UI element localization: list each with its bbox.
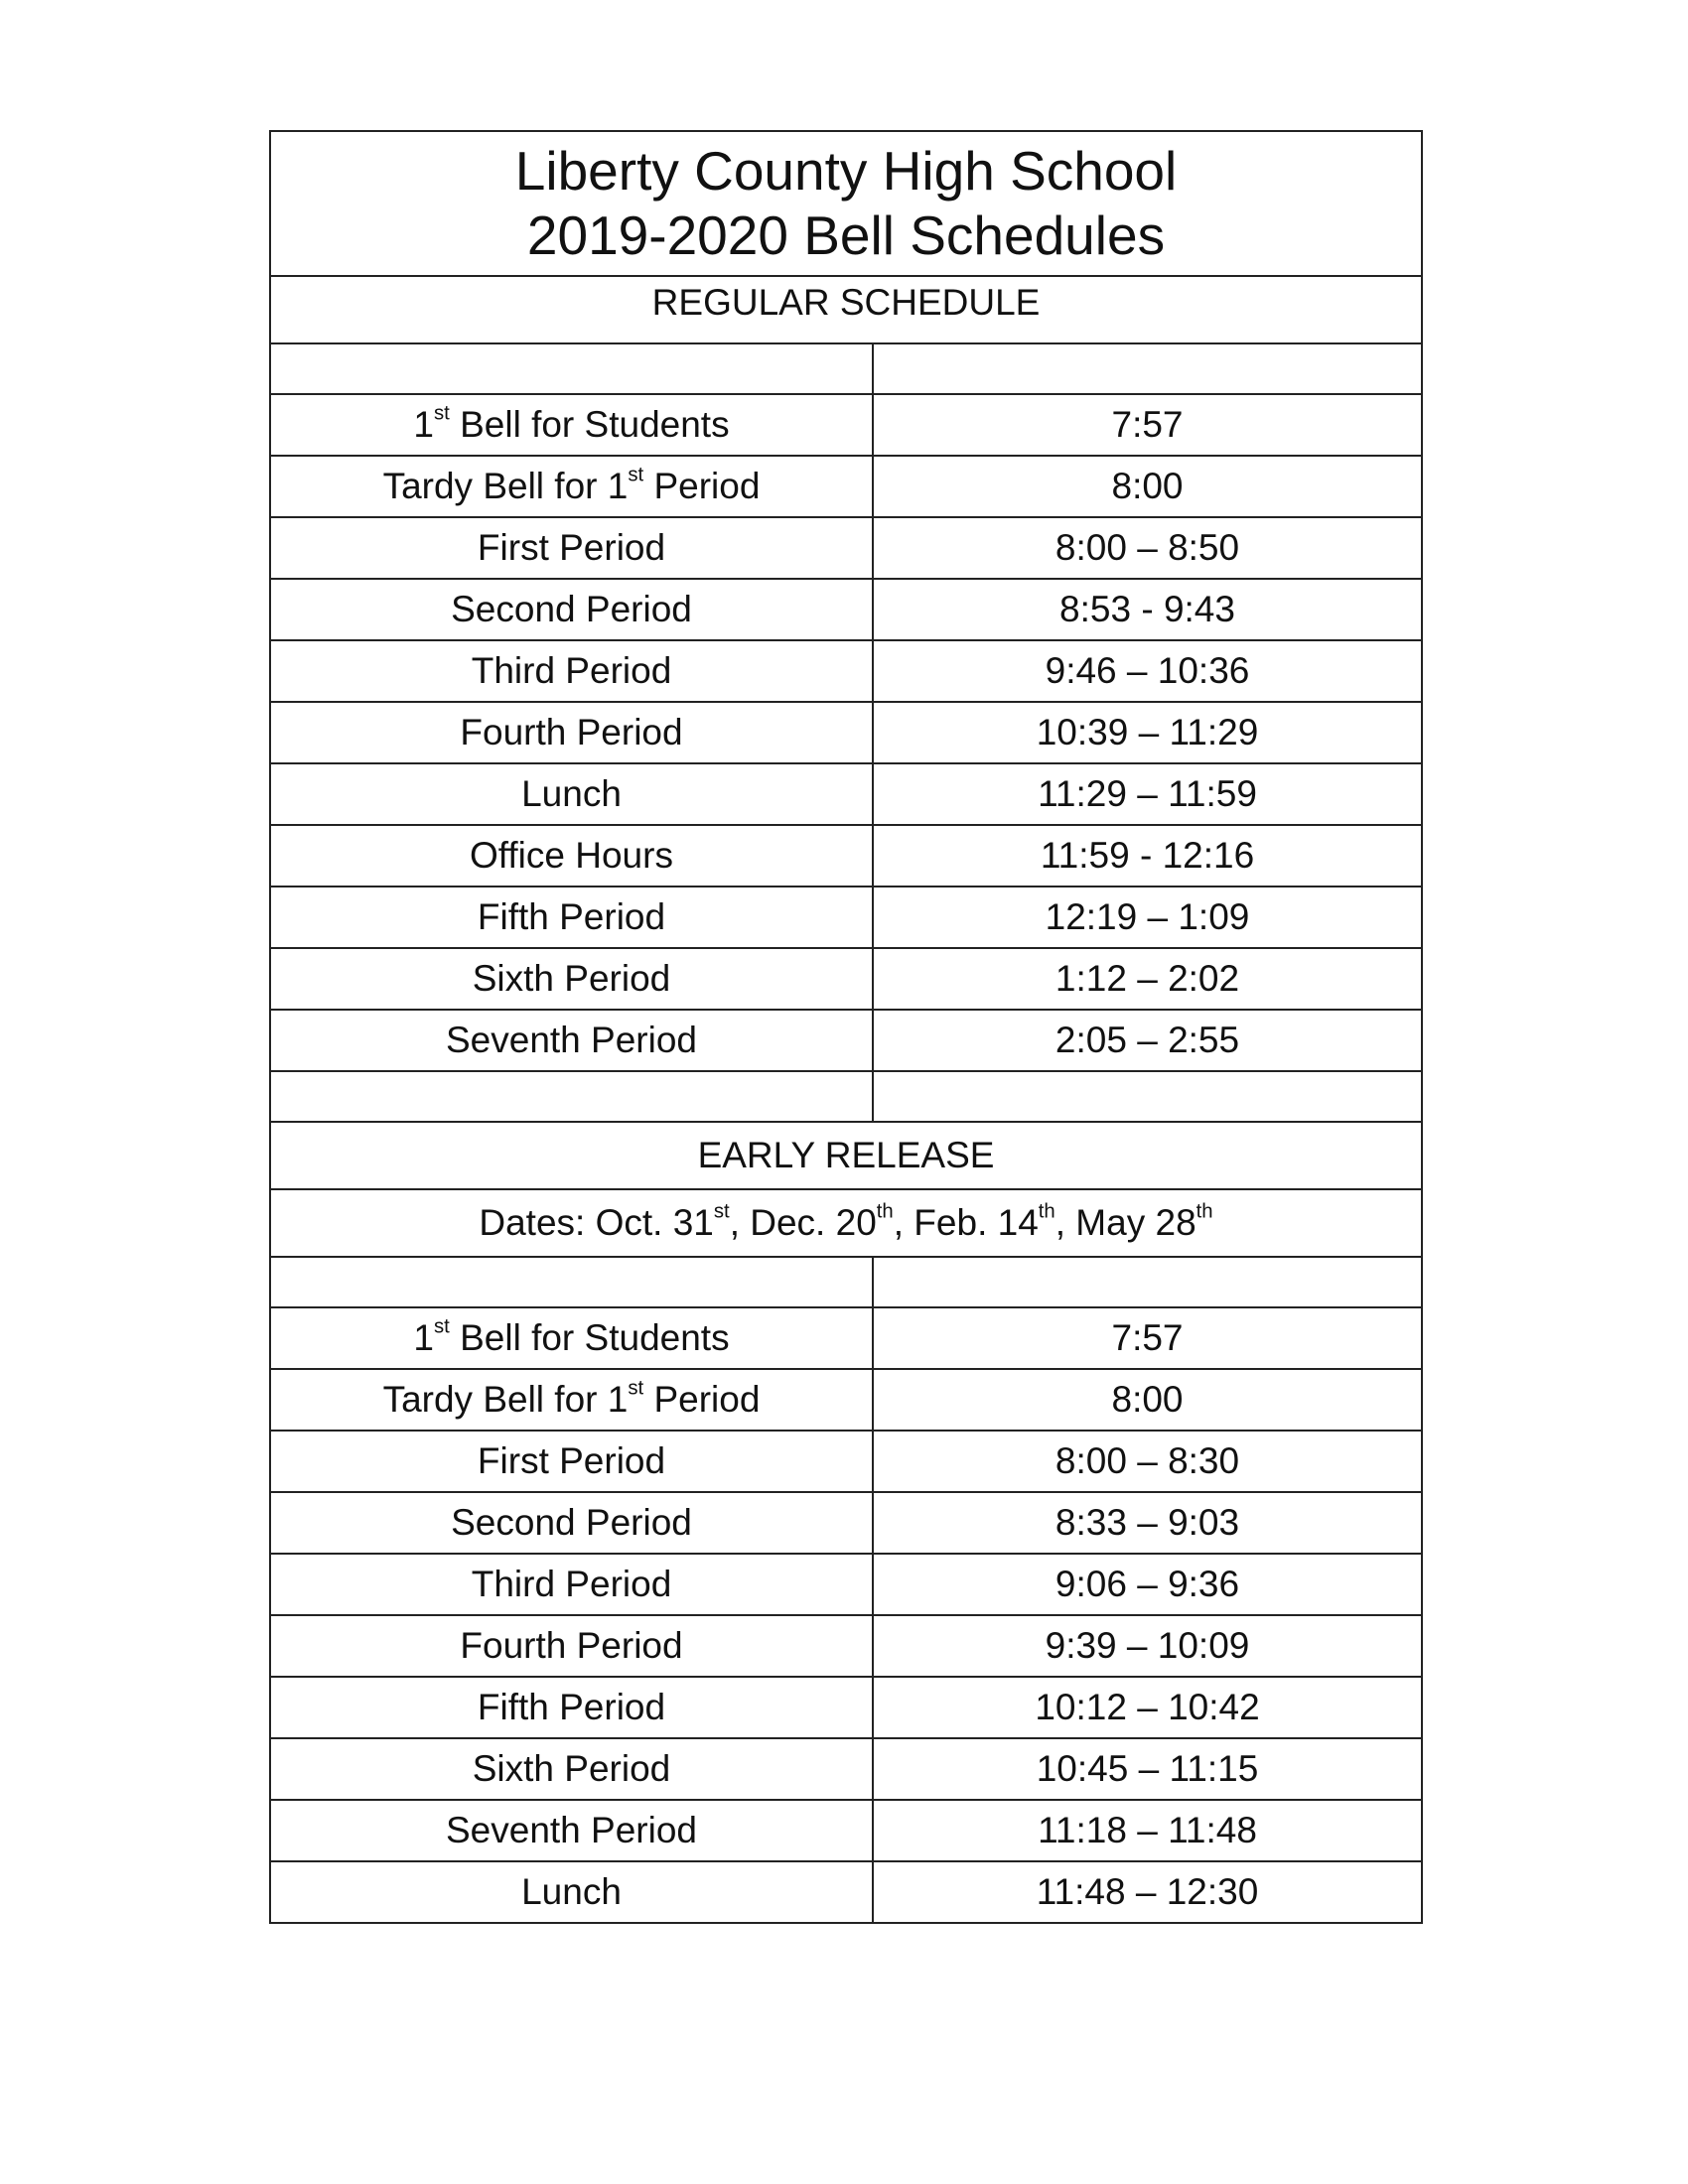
period-label xyxy=(270,1431,873,1492)
early-release-dates xyxy=(270,1189,1422,1257)
schedule-row xyxy=(270,640,1422,702)
ordinal-number: 1 xyxy=(413,1316,434,1358)
label-text: Fifth Period xyxy=(477,1686,666,1727)
period-label xyxy=(270,1800,873,1861)
schedule-row xyxy=(270,1369,1422,1431)
period-label xyxy=(270,1010,873,1071)
ordinal-number: 1 xyxy=(607,465,629,506)
dates-sup-3: th xyxy=(1038,1200,1055,1223)
period-time: 8:00 – 8:30 xyxy=(873,1431,1422,1492)
schedule-row xyxy=(270,1554,1422,1615)
title-line-1: Liberty County High School xyxy=(514,140,1178,203)
schedule-row xyxy=(270,1307,1422,1369)
period-time: 8:33 – 9:03 xyxy=(873,1492,1422,1554)
blank-cell xyxy=(270,1071,873,1122)
label-text: Lunch xyxy=(521,1870,622,1912)
label-text: Office Hours xyxy=(470,834,673,876)
schedule-row xyxy=(270,1800,1422,1861)
period-label xyxy=(270,1861,873,1923)
blank-cell xyxy=(873,1257,1422,1307)
period-label xyxy=(270,1307,873,1369)
period-time: 8:00 xyxy=(873,456,1422,517)
period-time: 10:45 – 11:15 xyxy=(873,1738,1422,1800)
label-prefix: Tardy Bell for xyxy=(382,1378,608,1420)
ordinal-number: 1 xyxy=(607,1378,629,1420)
ordinal-suffix: st xyxy=(628,1377,644,1400)
period-label xyxy=(270,1554,873,1615)
period-label xyxy=(270,394,873,456)
schedule-row xyxy=(270,394,1422,456)
dates-sup-1: st xyxy=(713,1200,730,1223)
period-label xyxy=(270,640,873,702)
early-release-rows xyxy=(270,1307,1422,1923)
period-label xyxy=(270,948,873,1010)
period-label xyxy=(270,1677,873,1738)
schedule-row xyxy=(270,1010,1422,1071)
schedule-row xyxy=(270,579,1422,640)
period-time: 10:39 – 11:29 xyxy=(873,702,1422,763)
period-label xyxy=(270,517,873,579)
schedule-row xyxy=(270,1738,1422,1800)
regular-schedule-rows xyxy=(270,394,1422,1071)
period-label xyxy=(270,579,873,640)
title-line-2: 2019-2020 Bell Schedules xyxy=(526,205,1166,266)
period-label xyxy=(270,825,873,887)
label-text: First Period xyxy=(477,526,666,568)
label-text: Third Period xyxy=(471,649,672,691)
schedule-row xyxy=(270,1677,1422,1738)
label-text: Period xyxy=(643,1378,761,1420)
period-time: 12:19 – 1:09 xyxy=(873,887,1422,948)
label-text: Fourth Period xyxy=(460,711,683,752)
period-time: 11:59 - 12:16 xyxy=(873,825,1422,887)
schedule-row xyxy=(270,825,1422,887)
label-text: Fifth Period xyxy=(477,895,666,937)
label-text: Period xyxy=(643,465,761,506)
schedule-row xyxy=(270,887,1422,948)
blank-row xyxy=(270,1257,1422,1307)
label-text: First Period xyxy=(477,1439,666,1481)
label-text: Bell for Students xyxy=(449,1316,730,1358)
period-label xyxy=(270,1615,873,1677)
period-time: 10:12 – 10:42 xyxy=(873,1677,1422,1738)
blank-row xyxy=(270,1071,1422,1122)
period-time: 11:48 – 12:30 xyxy=(873,1861,1422,1923)
period-label xyxy=(270,887,873,948)
period-time: 9:39 – 10:09 xyxy=(873,1615,1422,1677)
blank-cell xyxy=(270,1257,873,1307)
dates-text-1: Dates: Oct. 31 xyxy=(479,1201,714,1243)
label-prefix: Tardy Bell for xyxy=(382,465,608,506)
period-time: 7:57 xyxy=(873,394,1422,456)
schedule-row xyxy=(270,1861,1422,1923)
label-text: Sixth Period xyxy=(472,1747,671,1789)
schedule-row xyxy=(270,1431,1422,1492)
label-text: Lunch xyxy=(521,772,622,814)
period-label xyxy=(270,1369,873,1431)
dates-text-3: , Feb. 14 xyxy=(893,1201,1039,1243)
ordinal-number: 1 xyxy=(413,403,434,445)
schedule-row xyxy=(270,763,1422,825)
ordinal-suffix: st xyxy=(433,402,450,425)
label-text: Second Period xyxy=(451,588,692,629)
period-time: 1:12 – 2:02 xyxy=(873,948,1422,1010)
dates-text-4: , May 28 xyxy=(1055,1201,1196,1243)
period-time: 2:05 – 2:55 xyxy=(873,1010,1422,1071)
label-text: Third Period xyxy=(471,1563,672,1604)
period-time: 11:18 – 11:48 xyxy=(873,1800,1422,1861)
blank-cell xyxy=(270,343,873,394)
dates-sup-2: th xyxy=(876,1200,894,1223)
period-label xyxy=(270,702,873,763)
period-label xyxy=(270,763,873,825)
schedule-row xyxy=(270,948,1422,1010)
label-text: Bell for Students xyxy=(449,403,730,445)
period-label xyxy=(270,1492,873,1554)
label-text: Fourth Period xyxy=(460,1624,683,1666)
period-label xyxy=(270,456,873,517)
schedule-row xyxy=(270,456,1422,517)
label-text: Seventh Period xyxy=(445,1019,697,1060)
period-time: 8:00 – 8:50 xyxy=(873,517,1422,579)
dates-sup-4: th xyxy=(1196,1200,1213,1223)
document-title xyxy=(270,131,1422,276)
period-label xyxy=(270,1738,873,1800)
period-time: 9:46 – 10:36 xyxy=(873,640,1422,702)
schedule-row xyxy=(270,1615,1422,1677)
schedule-row xyxy=(270,517,1422,579)
dates-text-2: , Dec. 20 xyxy=(729,1201,877,1243)
period-time: 9:06 – 9:36 xyxy=(873,1554,1422,1615)
blank-cell xyxy=(873,1071,1422,1122)
label-text: Sixth Period xyxy=(472,957,671,999)
schedule-row xyxy=(270,1492,1422,1554)
schedule-row xyxy=(270,702,1422,763)
period-time: 8:00 xyxy=(873,1369,1422,1431)
ordinal-suffix: st xyxy=(433,1315,450,1338)
period-time: 7:57 xyxy=(873,1307,1422,1369)
blank-row xyxy=(270,343,1422,394)
label-text: Seventh Period xyxy=(445,1809,697,1850)
ordinal-suffix: st xyxy=(628,464,644,486)
bell-schedule-table xyxy=(269,130,1423,1924)
regular-schedule-heading: REGULAR SCHEDULE xyxy=(270,276,1422,343)
early-release-heading: EARLY RELEASE xyxy=(270,1122,1422,1189)
period-time: 11:29 – 11:59 xyxy=(873,763,1422,825)
label-text: Second Period xyxy=(451,1501,692,1543)
period-time: 8:53 - 9:43 xyxy=(873,579,1422,640)
blank-cell xyxy=(873,343,1422,394)
